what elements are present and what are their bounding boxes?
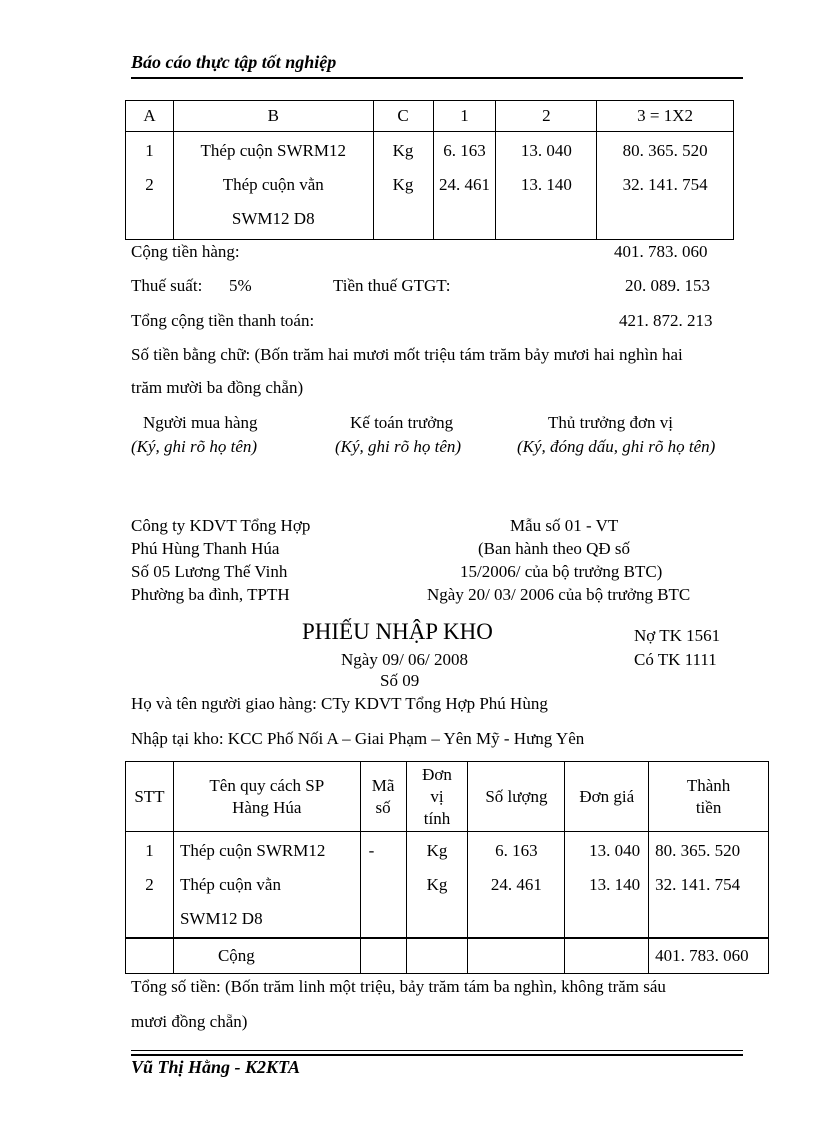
company-line2: Phú Hùng Thanh Húa — [131, 539, 280, 558]
table-cell: Kg — [426, 841, 448, 860]
signature-note-buyer: (Ký, ghi rõ họ tên) — [131, 437, 258, 456]
col-amount — [649, 762, 769, 832]
col-unit-line1: Đơn — [422, 764, 452, 784]
table-cell: Thép cuộn SWRM12 — [179, 841, 326, 860]
col-amount-line1: Thành — [686, 775, 731, 795]
receipt-words-line1: Tổng số tiền: (Bốn trăm linh một triệu, bảy trăm tám ba nghìn, không trăm sáu — [131, 977, 666, 996]
company-line3: Số 05 Lương Thế Vinh — [131, 562, 288, 581]
company-line1: Công ty KDVT Tổng Hợp — [131, 516, 311, 535]
vat-label: Tiền thuế GTGT: — [333, 276, 451, 295]
col-unit — [406, 762, 468, 832]
receipt-table — [125, 761, 769, 974]
col-product-name-line1: Tên quy cách SP — [209, 775, 325, 795]
invoice-table-header-row — [126, 101, 734, 132]
invoice-col-b: B — [173, 101, 373, 132]
invoice-col-3: 3 = 1X2 — [597, 101, 734, 132]
table-cell: Thép cuộn SWRM12 — [200, 141, 346, 160]
receipt-title: PHIẾU NHẬP KHO — [302, 619, 493, 644]
table-cell: 13. 140 — [520, 175, 572, 194]
form-number: Mẫu số 01 - VT — [510, 516, 619, 535]
table-cell: 80. 365. 520 — [655, 841, 741, 860]
receipt-total-label: Cộng — [173, 938, 360, 974]
table-cell: 13. 040 — [520, 141, 572, 160]
table-cell: 2 — [145, 175, 154, 194]
credit-account: Có TK 1111 — [634, 650, 717, 669]
form-issuance-line1: (Ban hành theo QĐ số — [478, 539, 631, 558]
invoice-table-body — [126, 132, 734, 240]
receipt-date: Ngày 09/ 06/ 2008 — [341, 650, 469, 669]
col-amount-line2: tiền — [695, 797, 722, 817]
warehouse-line: Nhập tại kho: KCC Phố Nối A – Giai Phạm – Yên Mỹ - Hưng Yên — [131, 729, 585, 748]
receipt-table-header-row — [126, 762, 769, 832]
table-cell: 13. 040 — [589, 841, 641, 860]
footer-author: Vũ Thị Hằng - K2KTA — [131, 1057, 301, 1077]
invoice-col-a: A — [126, 101, 174, 132]
form-issuance-date: Ngày 20/ 03/ 2006 của bộ trưởng BTC — [427, 585, 691, 604]
table-cell: 24. 461 — [490, 875, 542, 894]
col-unit-line2: vị — [430, 786, 444, 806]
col-stt: STT — [126, 762, 174, 832]
invoice-table — [125, 100, 734, 240]
tax-rate-label: Thuế suất: — [131, 276, 203, 295]
table-cell: - — [368, 841, 375, 860]
signature-block — [131, 413, 743, 461]
col-product-name — [173, 762, 360, 832]
receipt-total-value: 401. 783. 060 — [649, 938, 769, 974]
receipt-number: Số 09 — [380, 671, 420, 690]
company-line4: Phường ba đình, TPTH — [131, 585, 290, 604]
receipt-table-total-row — [126, 938, 769, 974]
signature-note-accountant: (Ký, ghi rõ họ tên) — [335, 437, 462, 456]
table-cell: 1 — [145, 841, 154, 860]
tax-rate-value: 5% — [229, 276, 252, 295]
table-cell: Kg — [392, 141, 414, 160]
col-code — [360, 762, 406, 832]
signature-role-director: Thủ trưởng đơn vị — [548, 413, 673, 432]
table-cell: Thép cuộn vằn — [222, 175, 324, 194]
table-cell: Kg — [426, 875, 448, 894]
table-cell: 6. 163 — [495, 841, 538, 860]
col-product-name-line2: Hàng Húa — [232, 797, 302, 817]
table-cell: 13. 140 — [589, 875, 641, 894]
grand-total-label: Tổng cộng tiền thanh toán: — [131, 311, 315, 330]
table-cell: SWM12 D8 — [179, 909, 263, 928]
signature-role-buyer: Người mua hàng — [143, 413, 258, 432]
receipt-table-body — [126, 832, 769, 938]
vat-value: 20. 089. 153 — [625, 276, 710, 295]
grand-total-value: 421. 872. 213 — [619, 311, 713, 330]
col-unit-line3: tính — [423, 808, 451, 828]
table-cell: Kg — [392, 175, 414, 194]
invoice-col-c: C — [373, 101, 433, 132]
goods-total-label: Cộng tiền hàng: — [131, 242, 240, 261]
table-cell: 24. 461 — [438, 175, 490, 194]
footer-rule-top — [131, 1050, 743, 1051]
signature-role-accountant: Kế toán trưởng — [350, 413, 454, 432]
amount-in-words-line2: trăm mười ba đồng chẵn) — [131, 378, 304, 397]
col-quantity: Số lượng — [468, 762, 565, 832]
table-cell: 2 — [145, 875, 154, 894]
col-unit-price: Đơn giá — [565, 762, 649, 832]
invoice-col-1: 1 — [433, 101, 496, 132]
footer-rule-bottom — [131, 1054, 743, 1056]
table-cell: 1 — [145, 141, 154, 160]
goods-total-value: 401. 783. 060 — [614, 242, 708, 261]
form-issuance-line2: 15/2006/ của bộ trưởng BTC) — [460, 562, 663, 581]
table-cell: 6. 163 — [443, 141, 486, 160]
receipt-words-line2: mươi đồng chẵn) — [131, 1012, 248, 1031]
debit-account: Nợ TK 1561 — [634, 626, 721, 645]
table-cell: 32. 141. 754 — [655, 875, 741, 894]
page-header-title: Báo cáo thực tập tốt nghiệp — [131, 52, 337, 72]
signature-note-director: (Ký, đóng dấu, ghi rõ họ tên) — [517, 437, 716, 456]
col-code-line2: số — [375, 797, 391, 817]
deliverer-line: Họ và tên người giao hàng: CTy KDVT Tổng Hợp Phú Hùng — [131, 694, 548, 713]
table-cell: 32. 141. 754 — [622, 175, 708, 194]
col-code-line1: Mã — [371, 775, 395, 795]
table-cell: Thép cuộn vằn — [179, 875, 281, 894]
table-cell: 80. 365. 520 — [622, 141, 708, 160]
header-rule — [131, 77, 743, 79]
amount-in-words-line1: Số tiền bằng chữ: (Bốn trăm hai mươi mốt triệu tám trăm bảy mươi hai nghìn hai — [131, 345, 683, 364]
invoice-col-2: 2 — [496, 101, 597, 132]
table-cell: SWM12 D8 — [231, 209, 315, 228]
